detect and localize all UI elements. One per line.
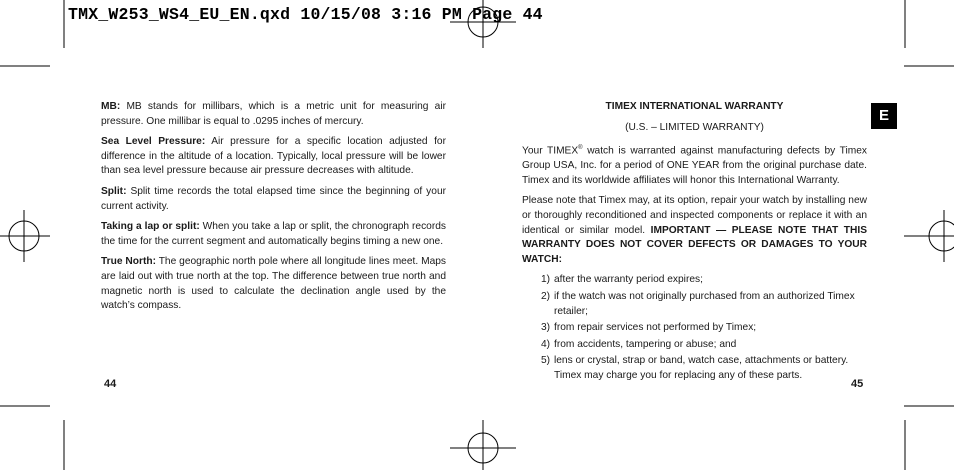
page-number-left: 44: [104, 378, 117, 390]
warranty-paragraph-1: Your TIMEX® watch is warranted against manufacturing defects by Timex Group USA, Inc. for a period of ONE YEAR from the original purchase date. Timex and its worldwide affiliates will honor this International Warranty.: [522, 145, 867, 186]
list-item: 1) after the warranty period expires;: [541, 274, 703, 286]
section-tab: E: [871, 103, 897, 129]
list-item: 5) lens or crystal, strap or band, watch case, attachments or battery. Timex may charge you for replacing any of these parts.: [541, 355, 849, 381]
registration-target-left: [0, 210, 50, 262]
exclusions-list: [522, 273, 867, 383]
left-page-glossary: [101, 100, 446, 320]
list-item: 3) from repair services not performed by Timex;: [541, 322, 757, 334]
definition-taking-lap-or-split: Taking a lap or split: When you take a lap or split, the chronograph records the time for the current segment and automatically begins timing a new one.: [101, 221, 446, 247]
registration-target-bottom: [450, 420, 516, 470]
warranty-subtitle: (U.S. – LIMITED WARRANTY): [625, 121, 764, 133]
warranty-title: TIMEX INTERNATIONAL WARRANTY: [605, 101, 784, 112]
registration-target-right: [904, 210, 954, 262]
file-slug: TMX_W253_WS4_EU_EN.qxd 10/15/08 3:16 PM Page 44: [68, 5, 543, 24]
definition-true-north: True North: The geographic north pole where all longitude lines meet. Maps are laid out with true north at the top. The difference between true north and magnetic north is used to calculate the declination angle used by the watch’s compass.: [101, 256, 446, 312]
list-item: 2) if the watch was not originally purchased from an authorized Timex retailer;: [541, 290, 855, 317]
right-page-warranty: [522, 100, 867, 385]
definition-split: Split: Split time records the total elapsed time since the beginning of your current activity.: [101, 185, 446, 212]
definition-mb: MB: MB stands for millibars, which is a metric unit for measuring air pressure. One millibar is equal to .0295 inches of mercury.: [101, 101, 446, 127]
warranty-paragraph-2: Please note that Timex may, at its option, repair your watch by installing new or thoroughly reconditioned and inspected components or replace it with an identical or similar model. IMPORTANT — PLEASE NOTE THAT THIS WARRANTY DOES NOT COVER DEFECTS OR DAMAGES TO YOUR WATCH:: [522, 195, 867, 265]
list-item: 4) from accidents, tampering or abuse; and: [541, 338, 737, 350]
definition-sea-level-pressure: Sea Level Pressure: Air pressure for a specific location adjusted for difference in the altitude of a location. Typically, local pressure will be lower than sea level pressure because air pressure decreases with altitude.: [101, 136, 446, 177]
registration-target-top: [450, 0, 516, 48]
page-number-right: 45: [851, 378, 864, 390]
